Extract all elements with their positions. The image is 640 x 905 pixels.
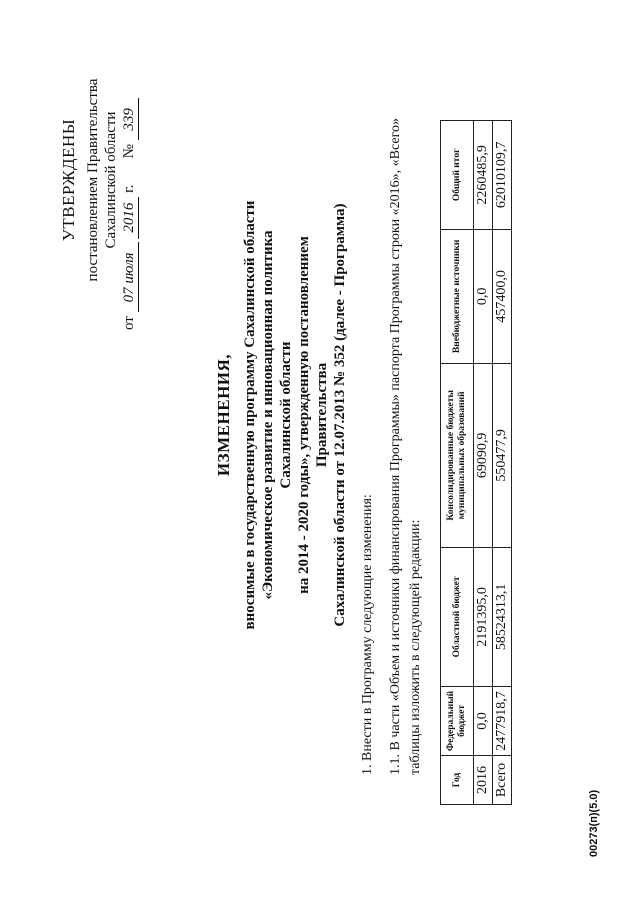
header-municipal: Консолидированные бюджеты муниципальных образований xyxy=(441,363,474,547)
document-heading xyxy=(215,185,349,645)
financing-table xyxy=(440,120,512,805)
table-cell: 0,0 xyxy=(474,229,493,363)
heading-line1: вносимые в государственную программу Сахалинской области xyxy=(242,200,258,630)
heading-line3: на 2014 - 2020 годы», утвержденную постановлением Правительства xyxy=(296,236,330,594)
table-cell: 0,0 xyxy=(474,686,493,755)
approval-date-day: 07 июля xyxy=(120,242,139,312)
table-cell: 58524313,1 xyxy=(493,547,512,686)
approval-line2: Сахалинской области xyxy=(103,111,119,249)
table-cell: 62010109,7 xyxy=(493,120,512,229)
table-row xyxy=(474,120,493,804)
item-1-text: 1. Внести в Программу следующие изменения: xyxy=(360,494,375,775)
table-cell: 550477,9 xyxy=(493,363,512,547)
table-header-row xyxy=(441,120,474,804)
table-row xyxy=(493,120,512,804)
table-cell: 2016 xyxy=(474,756,493,805)
table-cell: Всего xyxy=(493,756,512,805)
header-year: Год xyxy=(441,756,474,805)
table-cell: 2477918,7 xyxy=(493,686,512,755)
header-federal: Федеральный бюджет xyxy=(441,686,474,755)
year-suffix: г. xyxy=(121,184,137,193)
from-label: от xyxy=(121,316,137,330)
heading-line2: «Экономическое развитие и инновационная политика Сахалинской области xyxy=(260,230,294,600)
header-extrabudget: Внебюджетные источники xyxy=(441,229,474,363)
approval-number: 339 xyxy=(120,98,139,140)
item-1-1-text: 1.1. В части «Объем и источники финансирования Программы» паспорта Программы строки «2016», «Всего» таблицы изложить в следующей редакции: xyxy=(388,118,423,775)
approval-title: УТВЕРЖДЕНЫ xyxy=(59,118,78,242)
heading-title: ИЗМЕНЕНИЯ, xyxy=(214,353,233,477)
number-sign: № xyxy=(121,144,137,159)
approval-date-year: 2016 xyxy=(120,197,139,239)
table-cell: 69090,9 xyxy=(474,363,493,547)
header-total: Общий итог xyxy=(441,120,474,229)
table-cell: 457400,0 xyxy=(493,229,512,363)
table-cell: 2191395,0 xyxy=(474,547,493,686)
heading-line4: Сахалинской области от 12.07.2013 № 352 (далее - Программа) xyxy=(332,203,348,627)
approval-line1: постановлением Правительства xyxy=(85,78,101,282)
document-code: 00273(п)(5.0) xyxy=(588,789,600,857)
approval-date-line xyxy=(120,30,139,330)
approval-stamp xyxy=(60,30,139,330)
header-regional: Областной бюджет xyxy=(441,547,474,686)
table-cell: 2260485,9 xyxy=(474,120,493,229)
